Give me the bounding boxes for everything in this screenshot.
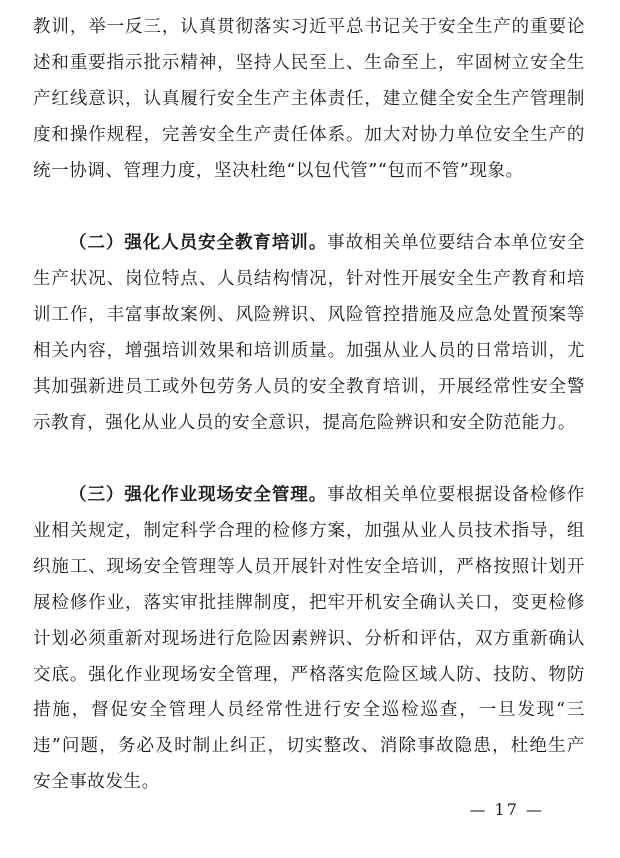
paragraph-body: 事故相关单位要根据设备检修作业相关规定，制定科学合理的检修方案，加强从业人员技术指导，组织施工、现场安全管理等人员开展针对性安全培训，严格按照计划开展检修作业，落实审批挂牌制度，把牢开机安全确认关口，变更检修计划必须重新对现场进行危险因素辨识、分析和评估，双方重新确认交底。强化作业现场安全管理，严格落实危险区域人防、技防、物防措施，督促安全管理人员经常性进行安全巡检巡查，一旦发现“三违”问题，务必及时制止纠正，切实整改、消除事故隐患，杜绝生产安全事故发生。 (33, 485, 585, 793)
page-number: — 17 — (469, 800, 544, 819)
section-heading: （三）强化作业现场安全管理。 (69, 485, 328, 505)
paragraph-site-safety (33, 478, 585, 801)
paragraph-body: 教训，举一反三，认真贯彻落实习近平总书记关于安全生产的重要论述和重要指示批示精神，坚持人民至上、生命至上，牢固树立安全生产红线意识，认真履行安全生产主体责任，建立健全安全生产管理制度和操作规程，完善安全生产责任体系。加大对协力单位安全生产的统一协调、管理力度，坚决杜绝“以包代管”“包而不管”现象。 (33, 17, 585, 181)
paragraph-body: 事故相关单位要结合本单位安全生产状况、岗位特点、人员结构情况，针对性开展安全生产教育和培训工作，丰富事故案例、风险辨识、风险管控措施及应急处置预案等相关内容，增强培训效果和培训质量。加强从业人员的日常培训，尤其加强新进员工或外包劳务人员的安全教育培训，开展经常性安全警示教育，强化从业人员的安全意识，提高危险辨识和安全防范能力。 (33, 233, 585, 433)
section-heading: （二）强化人员安全教育培训。 (69, 233, 328, 253)
paragraph-continuation (33, 10, 585, 190)
paragraph-education-training (33, 226, 585, 441)
